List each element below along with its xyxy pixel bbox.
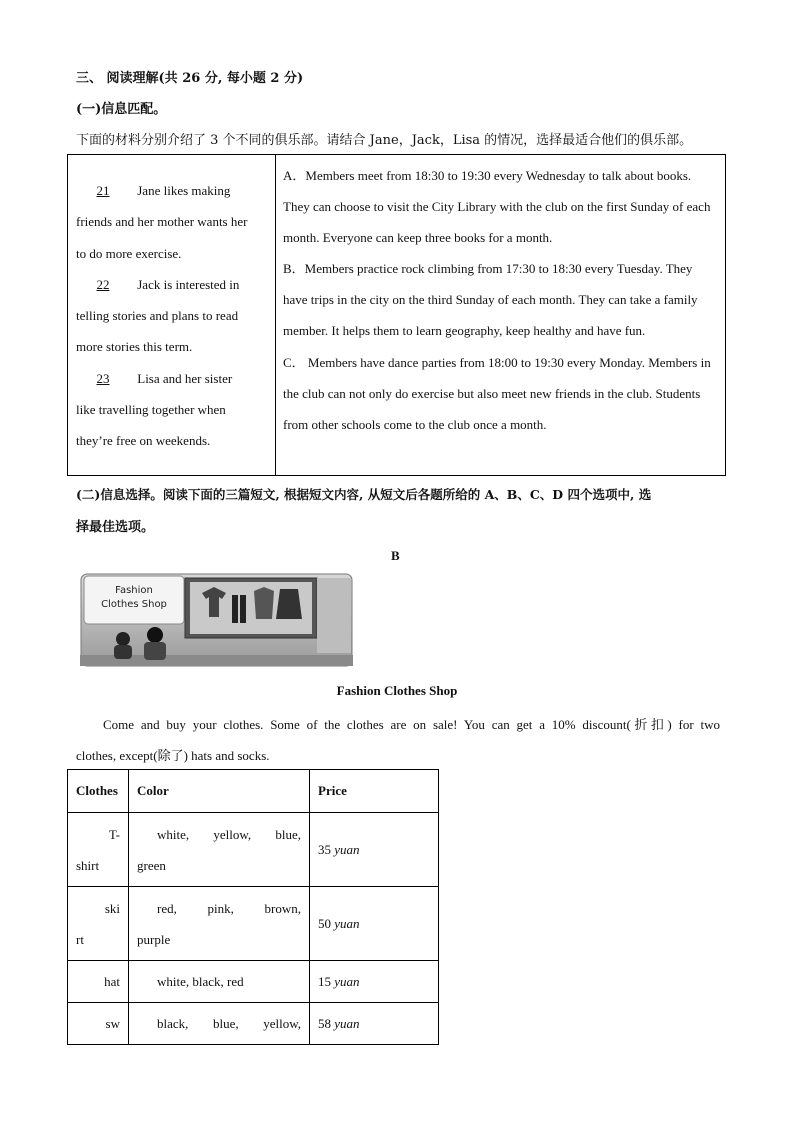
price-cell (310, 887, 439, 961)
table-row (68, 887, 439, 961)
clothes-cell (68, 961, 129, 1003)
price-unit: yuan (334, 973, 360, 989)
color-text: white, black, red (157, 973, 244, 989)
clothes-name: rt (76, 931, 84, 947)
club-c: C． Members have dance parties from 18:00 to 19:30 every Monday. Members in the club can not only do exercise but also meet new friends in the club. Students from other schools come to the club once a month. (283, 354, 711, 432)
clothes-name: ski (104, 900, 120, 916)
color-text: purple (137, 931, 171, 947)
color-text: green (137, 857, 166, 873)
color-text: black, blue, yellow, (157, 1015, 301, 1031)
table-row (68, 1003, 439, 1045)
answer-blank-22: 22 (96, 276, 110, 292)
clothes-cell (68, 887, 129, 961)
article-intro-line2: clothes, except(除了) hats and socks. (76, 748, 270, 763)
part2-instruction-line1: (二)信息选择。阅读下面的三篇短文, 根据短文内容, 从短文后各题所给的 A、B、C、D 四个选项中, 选 (76, 487, 652, 502)
table-divider (275, 155, 276, 475)
clothes-cell (68, 813, 129, 887)
price-value: 15 (318, 973, 331, 989)
price-value: 58 (318, 1015, 331, 1031)
price-value: 35 (318, 841, 331, 857)
answer-blank-21: 21 (96, 183, 110, 198)
part1-instruction: 下面的材料分别介绍了 3 个不同的俱乐部。请结合 Jane，Jack，Lisa 的情况，选择最适合他们的俱乐部。 (76, 133, 693, 148)
sign-line2: Clothes Shop (101, 599, 167, 610)
person-text: Jane likes making (137, 183, 231, 198)
article-title: Fashion Clothes Shop (336, 683, 458, 698)
sign-line1: Fashion (115, 585, 153, 596)
article-intro-line1: Come and buy your clothes. Some of the clothes are on sale! You can get a 10% discount(折扣) for two (103, 717, 720, 732)
price-cell (310, 1003, 439, 1045)
clothes-name: T- (108, 826, 120, 842)
part1-title: (一)信息匹配。 (76, 102, 167, 117)
person-lisa (76, 363, 266, 394)
header-price: Price (310, 770, 439, 813)
price-cell (310, 961, 439, 1003)
section-title: 三、 阅读理解(共 26 分, 每小题 2 分) (76, 71, 304, 86)
color-cell (129, 1003, 310, 1045)
club-a: A．Members meet from 18:30 to 19:30 every Wednesday to talk about books. They can choose to visit the City Library with the club on the first Sunday of each month. Everyone can keep three books for a month. (283, 168, 711, 246)
header-clothes: Clothes (68, 770, 129, 813)
price-value: 50 (318, 915, 331, 931)
clothes-cell (68, 1003, 129, 1045)
person-text: like travelling together when (76, 402, 226, 418)
color-cell (129, 961, 310, 1003)
clothes-name: hat (104, 973, 120, 989)
club-b: B．Members practice rock climbing from 17:30 to 18:30 every Tuesday. They have trips in the city on the third Sunday of each month. They can take a family member. It helps them to learn geography, keep healthy and have fun. (283, 261, 698, 339)
table-header-row (68, 770, 439, 813)
color-text: red, pink, brown, (157, 900, 301, 916)
price-unit: yuan (334, 1015, 360, 1031)
part2-instruction-line2: 择最佳选项。 (76, 520, 155, 535)
person-text: telling stories and plans to read (76, 308, 239, 324)
person-jane (76, 175, 266, 206)
price-cell (310, 813, 439, 887)
shop-illustration (80, 573, 353, 667)
person-jack (76, 269, 266, 300)
price-table (67, 769, 439, 1045)
header-color: Color (129, 770, 310, 813)
price-unit: yuan (334, 915, 360, 931)
person-text: friends and her mother wants her (76, 214, 248, 230)
clothes-name: sw (105, 1015, 120, 1031)
matching-table (67, 154, 726, 476)
person-text: more stories this term. (76, 339, 193, 355)
table-row (68, 961, 439, 1003)
answer-blank-23: 23 (96, 370, 110, 386)
color-cell (129, 887, 310, 961)
person-text: to do more exercise. (76, 245, 182, 261)
person-text: Lisa and her sister (137, 370, 233, 386)
clothes-name: shirt (76, 857, 100, 873)
color-text: white, yellow, blue, (157, 826, 301, 842)
table-row (68, 813, 439, 887)
person-text: they’re free on weekends. (76, 433, 211, 449)
person-text: Jack is interested in (137, 276, 240, 292)
people-column (76, 175, 266, 457)
passage-letter: B (391, 548, 400, 563)
clubs-column (283, 160, 713, 440)
color-cell (129, 813, 310, 887)
price-unit: yuan (334, 841, 360, 857)
